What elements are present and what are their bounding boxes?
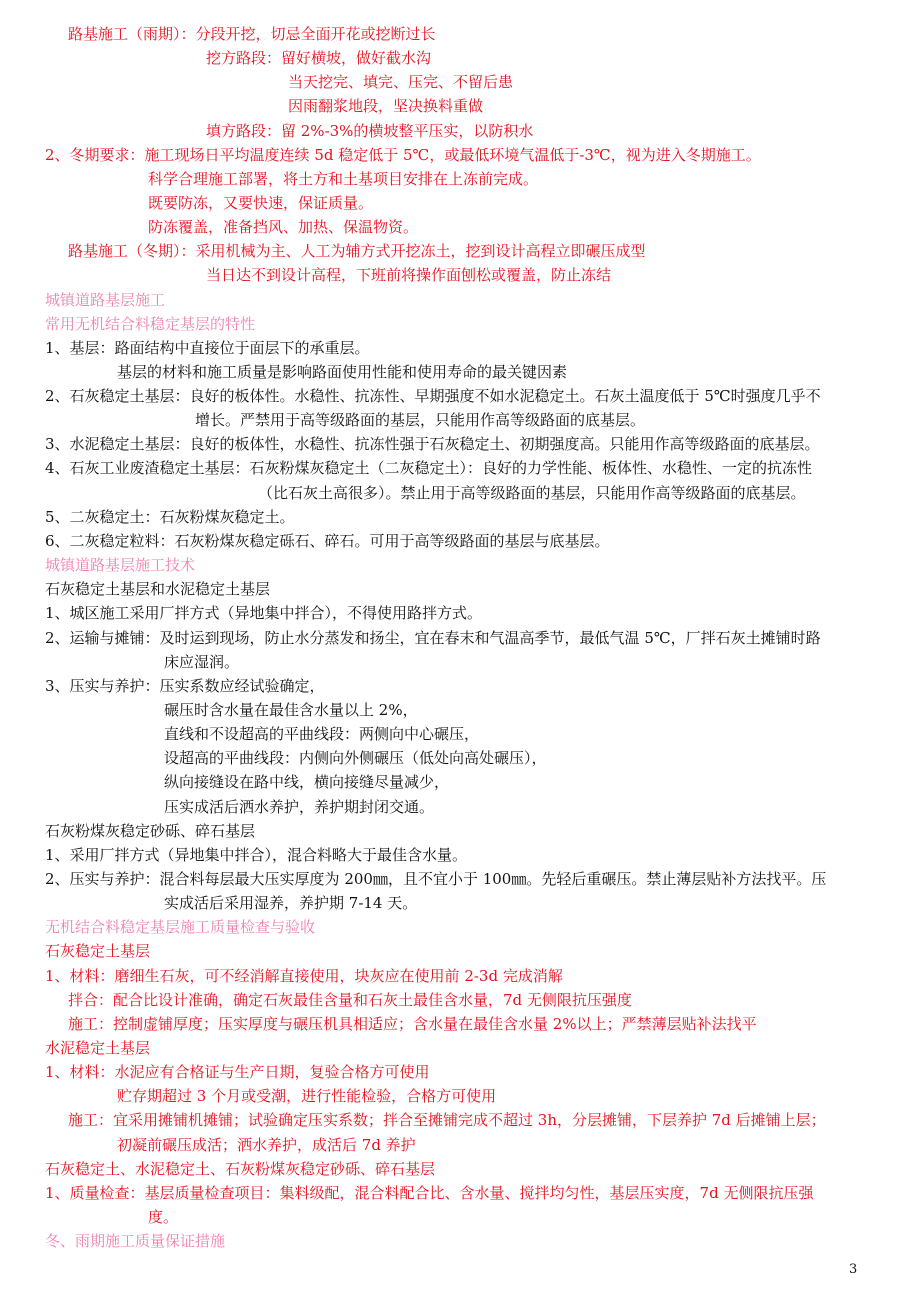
text-line: 1、质量检查：基层质量检查项目：集料级配，混合料配合比、含水量、搅拌均匀性，基层压实度，7d 无侧限抗压强: [45, 1184, 814, 1202]
text-line: 路基施工（雨期）：分段开挖，切忌全面开花或挖断过长: [68, 25, 436, 43]
text-line: 科学合理施工部署，将土方和土基项目安排在上冻前完成。: [148, 170, 539, 188]
text-line: 1、采用厂拌方式（异地集中拌合），混合料略大于最佳含水量。: [45, 846, 468, 864]
text-line: 3、压实与养护：压实系数应经试验确定，: [45, 677, 325, 695]
section-heading: 无机结合料稳定基层施工质量检查与验收: [45, 918, 316, 936]
text-line: 路基施工（冬期）：采用机械为主、人工为辅方式开挖冻土，挖到设计高程立即碾压成型: [68, 242, 646, 260]
text-line: 1、材料：磨细生石灰，可不经消解直接使用，块灰应在使用前 2-3d 完成消解: [45, 967, 563, 985]
text-line: 当日达不到设计高程，下班前将操作面刨松或覆盖，防止冻结: [206, 266, 612, 284]
text-line: 挖方路段：留好横坡，做好截水沟: [206, 49, 432, 67]
text-line: 1、材料：水泥应有合格证与生产日期，复验合格方可使用: [45, 1063, 430, 1081]
text-line: 因雨翻浆地段，坚决换料重做: [288, 97, 484, 115]
text-line: 压实成活后洒水养护，养护期封闭交通。: [164, 798, 435, 816]
section-heading: 城镇道路基层施工技术: [45, 556, 196, 574]
text-line: 4、石灰工业废渣稳定土基层：石灰粉煤灰稳定土（二灰稳定土）：良好的力学性能、板体性、水稳性、一定的抗冻性: [45, 459, 813, 477]
text-line: 2、压实与养护：混合料每层最大压实厚度为 200㎜，且不宜小于 100㎜。先轻后重碾压。禁止薄层贴补方法找平。压: [45, 870, 827, 888]
text-line: 2、运输与摊铺：及时运到现场，防止水分蒸发和扬尘，宜在春末和气温高季节，最低气温 5℃，厂拌石灰土摊铺时路: [45, 629, 821, 647]
section-heading: 冬、雨期施工质量保证措施: [45, 1232, 226, 1250]
text-line: 施工：宜采用摊铺机摊铺；试验确定压实系数；拌合至摊铺完成不超过 3h，分层摊铺，下层养护 7d 后摊铺上层；: [68, 1111, 826, 1129]
text-line: 增长。严禁用于高等级路面的基层，只能用作高等级路面的底基层。: [195, 411, 646, 429]
text-line: 填方路段：留 2%-3%的横坡整平压实，以防积水: [206, 122, 534, 140]
text-line: 基层的材料和施工质量是影响路面使用性能和使用寿命的最关键因素: [117, 363, 568, 381]
text-line: 石灰粉煤灰稳定砂砾、碎石基层: [45, 822, 256, 840]
section-heading: 城镇道路基层施工: [45, 291, 166, 309]
text-line: 3、水泥稳定土基层：良好的板体性，水稳性、抗冻性强于石灰稳定土、初期强度高。只能用作高等级路面的底基层。: [45, 435, 820, 453]
text-line: 6、二灰稳定粒料：石灰粉煤灰稳定砾石、碎石。可用于高等级路面的基层与底基层。: [45, 532, 610, 550]
text-line: 碾压时含水量在最佳含水量以上 2%，: [164, 701, 418, 719]
text-line: 石灰稳定土基层: [45, 942, 151, 960]
page-number: 3: [849, 1262, 858, 1277]
section-heading: 常用无机结合料稳定基层的特性: [45, 315, 256, 333]
text-line: 1、城区施工采用厂拌方式（异地集中拌合），不得使用路拌方式。: [45, 604, 483, 622]
text-line: 2、冬期要求：施工现场日平均温度连续 5d 稳定低于 5℃，或最低环境气温低于-3℃，视为进入冬期施工。: [45, 146, 761, 164]
text-line: 5、二灰稳定土：石灰粉煤灰稳定土。: [45, 508, 295, 526]
text-line: 初凝前碾压成活；洒水养护，成活后 7d 养护: [117, 1136, 416, 1154]
text-line: 石灰稳定土基层和水泥稳定土基层: [45, 580, 271, 598]
text-line: 既要防冻，又要快速，保证质量。: [148, 194, 374, 212]
text-line: 床应湿润。: [164, 653, 240, 671]
text-line: 防冻覆盖，准备挡风、加热、保温物资。: [148, 218, 419, 236]
text-line: 拌合：配合比设计准确，确定石灰最佳含量和石灰土最佳含水量，7d 无侧限抗压强度: [68, 991, 632, 1009]
text-line: 设超高的平曲线段：内侧向外侧碾压（低处向高处碾压），: [164, 749, 547, 767]
text-line: 度。: [148, 1208, 179, 1226]
text-line: （比石灰土高很多）。禁止用于高等级路面的基层，只能用作高等级路面的底基层。: [258, 484, 806, 502]
text-line: 1、基层：路面结构中直接位于面层下的承重层。: [45, 339, 370, 357]
text-line: 2、石灰稳定土基层：良好的板体性。水稳性、抗冻性、早期强度不如水泥稳定土。石灰土温度低于 5℃时强度几乎不: [45, 387, 821, 405]
text-line: 直线和不设超高的平曲线段：两侧向中心碾压，: [164, 725, 480, 743]
text-line: 实成活后采用湿养，养护期 7-14 天。: [164, 894, 418, 912]
text-line: 当天挖完、填完、压完、不留后患: [288, 73, 514, 91]
text-line: 贮存期超过 3 个月或受潮，进行性能检验，合格方可使用: [117, 1087, 497, 1105]
text-line: 水泥稳定土基层: [45, 1039, 151, 1057]
text-line: 施工：控制虚铺厚度；压实厚度与碾压机具相适应；含水量在最佳含水量 2%以上；严禁薄层贴补法找平: [68, 1015, 757, 1033]
text-line: 纵向接缝设在路中线，横向接缝尽量减少，: [164, 773, 450, 791]
text-line: 石灰稳定土、水泥稳定土、石灰粉煤灰稳定砂砾、碎石基层: [45, 1160, 436, 1178]
